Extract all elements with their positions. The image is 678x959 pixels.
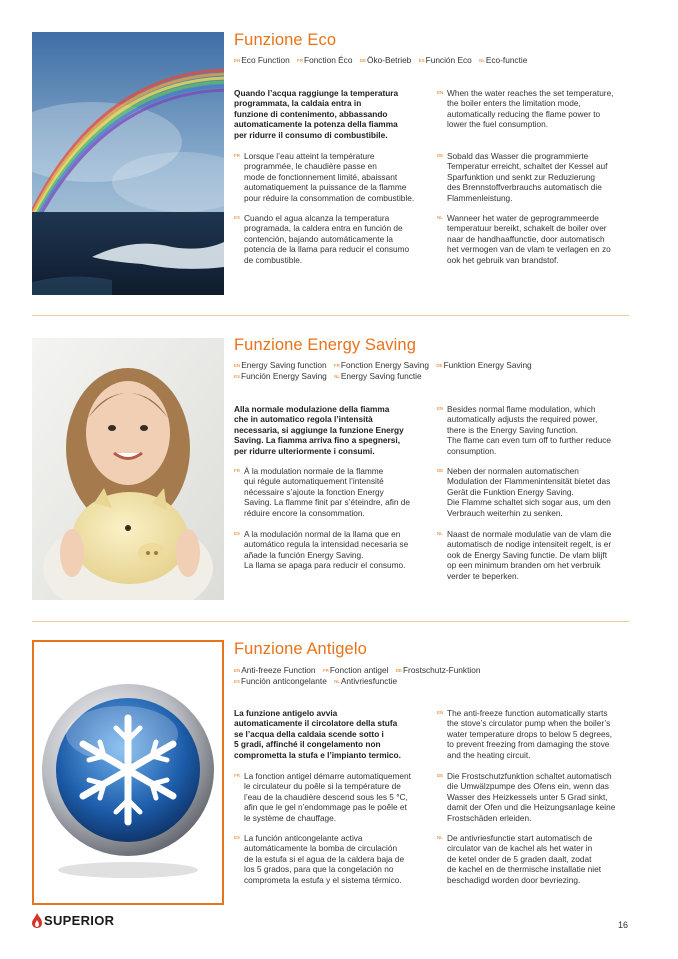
function-name-de: $^{DE}$Frostschutz-Funktion bbox=[395, 665, 481, 675]
function-names bbox=[234, 360, 654, 382]
section-title: Funzione Antigelo bbox=[234, 640, 367, 658]
section-title: Funzione Energy Saving bbox=[234, 336, 416, 354]
paragraph-en: EN Besides normal flame modulation, which automatically adjusts the required power, there is the Energy Saving function. The flame can even turn off to further reduce consumption. bbox=[437, 404, 612, 456]
function-names bbox=[234, 55, 654, 66]
snowflake-icon bbox=[32, 640, 224, 905]
paragraph-de: DE Sobald das Wasser die programmierte Temperatur erreicht, schaltet der Kessel auf Sparfunktion und senkt zur Reduzierung des Brennstoffverbrauchs automatisch die Flammenleistung. bbox=[437, 151, 608, 203]
paragraph-nl: NL De antivriesfunctie start automatisch de circulator van de kachel als het water in de ketel onder de 5 graden daalt, zodat de kachel en de thermische installatie niet beschadigd worden door bevriezing. bbox=[437, 833, 602, 885]
paragraph-es: ES A la modulación normal de la llama que en automático regula la intensidad necesaria se añade la función Energy Saving. La llama se apaga para reducir el consumo. bbox=[234, 529, 409, 571]
function-name-fr: $^{FR}$Fonction antigel bbox=[322, 665, 389, 675]
paragraph-en: EN The anti-freeze function automatically starts the stove’s circulator pump when the boiler’s water temperature drops to below 5 degrees, to prevent freezing from damaging the stove and the heating circuit. bbox=[437, 708, 613, 760]
section-title: Funzione Eco bbox=[234, 31, 337, 49]
paragraph-fr: FR À la modulation normale de la flamme qui régule automatiquement l’intensité nécessaire s’ajoute la fonction Energy Saving. La flamme finit par s’éteindre, afin de réduire encore la consommation. bbox=[234, 466, 411, 518]
section-divider bbox=[32, 621, 629, 622]
brand-logo bbox=[32, 913, 114, 928]
function-name-fr: $^{FR}$Fonction Energy Saving bbox=[333, 360, 429, 370]
rainbow-sea-photo bbox=[32, 32, 224, 295]
paragraph-fr: FR Lorsque l’eau atteint la température programmée, le chaudière passe en mode de fonctionnement limité, abaissant automatiquement la puissance de la flamme pour réduire la consommation de combustible. bbox=[234, 151, 415, 203]
paragraph-de: DE Neben der normalen automatischen Modulation der Flammenintensität bietet das Gerät die Funktion Energy Saving. Die Flamme schaltet sich sogar aus, um den Verbrauch weiterhin zu senken. bbox=[437, 466, 611, 518]
paragraph-it: La funzione antigelo avvia automaticamente il circolatore della stufa se l’acqua della caldaia scende sotto i 5 gradi, affinché il congelamento non comprometta la stufa e l’impianto termico. bbox=[234, 708, 401, 760]
paragraph-de: DE Die Frostschutzfunktion schaltet automatisch die Umwälzpumpe des Ofens ein, wenn das Wasser des Heizkessels unter 5 Grad sinkt, damit der Ofen und die Heizungsanlage keine Frostschäden erleiden. bbox=[437, 771, 616, 823]
function-name-en: $^{EN}$Anti-freeze Function bbox=[234, 665, 316, 675]
paragraph-nl: NL Wanneer het water de geprogrammeerde temperatuur bereikt, schakelt de boiler over naar de handhaaffunctie, door automatisch het vermogen van de vlam te verlagen en zo ook het gebruik van brandstof. bbox=[437, 213, 611, 265]
function-name-nl: $^{NL}$Eco-functie bbox=[479, 55, 528, 65]
paragraph-it: Alla normale modulazione della fiamma che in automatico regola l’intensità necessaria, si aggiunge la funzione Energy Saving. La fiamma arriva fino a spegnersi, per ridurre ulteriormente i consumi. bbox=[234, 404, 404, 456]
paragraph-fr: FR La fonction antigel démarre automatiquement le circulateur du poêle si la température de l’eau de la chaudière descend sous les 5 °C, afin que le gel n’endommage pas le poêle et le système de chauffage. bbox=[234, 771, 411, 823]
function-name-en: $^{EN}$Eco Function bbox=[234, 55, 290, 65]
function-name-de: $^{DE}$Öko-Betrieb bbox=[359, 55, 412, 65]
paragraph-es: ES Cuando el agua alcanza la temperatura programada, la caldera entra en función de contención, bajando automáticamente la potencia de la llama para reducir el consumo de combustible. bbox=[234, 213, 410, 265]
paragraph-en: EN When the water reaches the set temperature, the boiler enters the limitation mode, automatically reducing the flame power to lower the fuel consumption. bbox=[437, 88, 614, 130]
flame-icon bbox=[32, 913, 42, 928]
brand-name: SUPERIOR bbox=[44, 913, 115, 928]
paragraph-es: ES La función anticongelante activa automáticamente la bomba de circulación de la estufa si el agua de la caldera baja de los 5 grados, para que la congelación no comprometa la estufa y el sistema térmico. bbox=[234, 833, 405, 885]
function-name-nl: $^{NL}$Energy Saving functie bbox=[334, 371, 422, 381]
page-number: 16 bbox=[617, 920, 628, 930]
paragraph-it: Quando l’acqua raggiunge la temperatura programmata, la caldaia entra in funzione di contenimento, abbassando automaticamente la potenza della fiamma per ridurre il consumo di combustibile. bbox=[234, 88, 399, 140]
function-name-nl: $^{NL}$Antivriesfunctie bbox=[334, 676, 398, 686]
function-name-en: $^{EN}$Energy Saving function bbox=[234, 360, 327, 370]
function-name-es: $^{ES}$Función Eco bbox=[418, 55, 472, 65]
function-name-es: $^{ES}$Función anticongelante bbox=[234, 676, 327, 686]
function-name-de: $^{DE}$Funktion Energy Saving bbox=[436, 360, 532, 370]
paragraph-nl: NL Naast de normale modulatie van de vlam die automatisch de nodige intensiteit regelt, is er ook de Energy Saving functie. De vlam blijft op een minimum branden om het verbruik verder te beperken. bbox=[437, 529, 612, 581]
girl-piggy-bank-photo bbox=[32, 338, 224, 600]
function-name-es: $^{ES}$Función Energy Saving bbox=[234, 371, 327, 381]
function-name-fr: $^{FR}$Fonction Éco bbox=[297, 55, 353, 65]
section-divider bbox=[32, 315, 629, 316]
function-names bbox=[234, 665, 654, 687]
